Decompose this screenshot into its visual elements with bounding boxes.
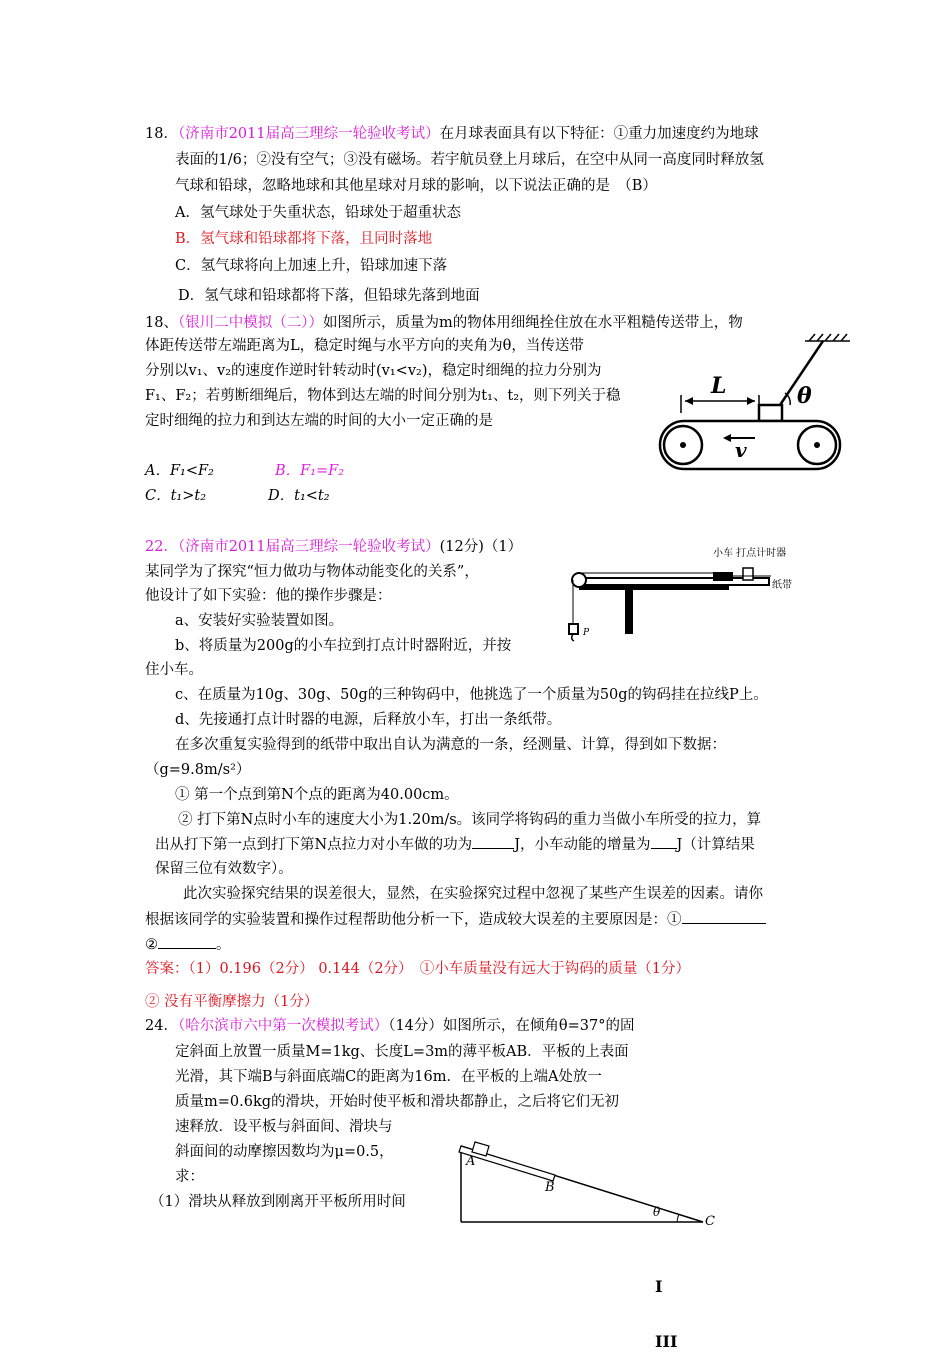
timer — [743, 568, 753, 580]
q22-error-3-label: ② — [145, 937, 158, 953]
q22-source: （济南市2011届高三理综一轮验收考试） — [177, 539, 440, 555]
q18b-line1 — [145, 313, 743, 333]
q24-text-6: 斜面间的动摩擦因数均为μ=0.5， — [175, 1144, 394, 1160]
q18a-option-c: C．氢气球将向上加速上升，铅球加速下落 — [175, 258, 448, 274]
q18b-text-2: 体距传送带左端距离为L，稳定时绳与水平方向的夹角为θ，当传送带 — [145, 338, 584, 354]
q22-text-2: 他设计了如下实验：他的操作步骤是： — [145, 588, 392, 604]
table-leg — [625, 590, 633, 634]
q18a-line1 — [145, 124, 759, 144]
page-mark-1: I — [655, 1277, 663, 1296]
q22-error-2 — [145, 909, 766, 930]
q22-step-b-1: b、将质量为200g的小车拉到打点计时器附近，并按 — [175, 638, 512, 654]
point-c-label: C — [705, 1214, 715, 1229]
q22-item-2a: ② 打下第N点时小车的速度大小为1.20m/s。该同学将钩码的重力当做小车所受的拉力，算 — [178, 812, 762, 828]
q22-error-1: 此次实验探究结果的误差很大，显然，在实验探究过程中忽视了某些产生误差的因素。请你 — [183, 886, 763, 902]
q18a-text-2: 表面的1/6；②没有空气；③没有磁场。若宇航员登上月球后，在空中从同一高度同时释放氢 — [175, 152, 764, 168]
q22-step-b-2: 住小车。 — [145, 662, 203, 678]
q18b-text-4: F₁、F₂；若剪断细绳后，物体到达左端的时间分别为t₁、t₂，则下列关于稳 — [145, 388, 621, 404]
q24-text-3: 光滑，其下端B与斜面底端C的距离为16m．在平板的上端A处放一 — [175, 1069, 602, 1085]
q18b-source: （银川二中模拟（二）） — [177, 315, 323, 331]
q18b-text-3: 分别以v₁、v₂的速度作逆时针转动时(v₁<v₂)，稳定时细绳的拉力分别为 — [145, 363, 602, 379]
block — [759, 405, 782, 421]
q22-item-2b-part1: 出从打下第一点到打下第N点拉力对小车做的功为 — [155, 837, 473, 853]
point-a-label: A — [466, 1154, 476, 1169]
ceiling-hatch — [805, 334, 850, 341]
apparatus-label-cart-timer: 小车 打点计时器 — [713, 548, 787, 559]
q22-error-2-text: 根据该同学的实验装置和操作过程帮助他分析一下，造成较大误差的主要原因是：① — [145, 912, 682, 928]
distance-label: L — [711, 373, 727, 399]
q18b-number: 18、 — [145, 315, 178, 331]
q24-text-1: （14分）如图所示，在倾角θ=37°的固 — [388, 1018, 635, 1034]
q18a-option-d: D．氢气球和铅球都将下落，但铅球先落到地面 — [178, 288, 480, 304]
weight-label: P — [583, 628, 590, 638]
q18b-option-a: A．F₁<F₂ — [145, 463, 214, 479]
q24-text-8: （1）滑块从释放到刚离开平板所用时间 — [150, 1194, 406, 1210]
q22-score: (12分)（1） — [439, 539, 523, 555]
q18b-text-5: 定时细绳的拉力和到达左端的时间的大小一定正确的是 — [145, 413, 493, 429]
conveyor-belt-figure — [655, 333, 855, 473]
q24-line0 — [145, 1016, 634, 1036]
q24-text-5: 速释放．设平板与斜面间、滑块与 — [175, 1119, 393, 1135]
velocity-label: v — [735, 438, 747, 462]
q24-number: 24． — [145, 1018, 178, 1034]
q22-error-3 — [145, 934, 231, 955]
q22-item-2c: 保留三位有效数字）。 — [155, 861, 293, 877]
q22-step-d: d、先接通打点计时器的电源，后释放小车，打出一条纸带。 — [175, 712, 562, 728]
theta-label: θ — [797, 383, 812, 409]
q18a-source: （济南市2011届高三理综一轮验收考试） — [177, 126, 440, 142]
q24-text-7: 求： — [175, 1169, 204, 1185]
q24-source: （哈尔滨市六中第一次模拟考试） — [177, 1018, 389, 1034]
q18b-option-c: C．t₁>t₂ — [145, 488, 207, 504]
track — [579, 578, 769, 585]
q18a-text-1: 在月球表面具有以下特征：①重力加速度约为地球 — [439, 126, 759, 142]
q18a-number: 18． — [145, 126, 178, 142]
q22-step-a: a、安装好实验装置如图。 — [175, 613, 344, 629]
q18b-option-b: B．F₁=F₂ — [275, 463, 345, 479]
q18a-option-a: A．氢气球处于失重状态，铅球处于超重状态 — [175, 205, 461, 221]
error-cause-1-blank[interactable] — [682, 909, 766, 924]
pulley — [572, 573, 586, 587]
q22-item-2b — [155, 834, 755, 855]
q22-data-1: 在多次重复实验得到的纸带中取出自认为满意的一条，经测量、计算，得到如下数据： — [175, 737, 726, 753]
q22-line0 — [145, 537, 522, 557]
work-answer-blank[interactable] — [472, 834, 514, 849]
q22-item-2b-part3: J（计算结果 — [676, 837, 755, 853]
q22-answer-1: 答案：（1）0.196（2分） 0.144（2分） ①小车质量没有远大于钩码的质量（1分） — [145, 961, 691, 977]
point-b-label: B — [545, 1180, 555, 1195]
q22-error-3-end: 。 — [216, 937, 231, 953]
cart — [713, 572, 733, 581]
hook-weight — [569, 624, 578, 634]
q22-answer-2: ② 没有平衡摩擦力（1分） — [145, 994, 319, 1010]
q22-data-2: （g=9.8m/s²） — [145, 762, 251, 778]
experiment-apparatus-figure — [565, 540, 810, 655]
angle-label: θ — [653, 1205, 661, 1219]
q24-text-2: 定斜面上放置一质量M=1kg、长度L=3m的薄平板AB．平板的上表面 — [175, 1044, 629, 1060]
apparatus-label-tape: 纸带 — [772, 580, 792, 591]
kinetic-energy-answer-blank[interactable] — [651, 834, 677, 849]
q22-item-1: ① 第一个点到第N个点的距离为40.00cm。 — [175, 787, 459, 803]
q18b-text-1: 如图所示，质量为m的物体用细绳拴住放在水平粗糙传送带上，物 — [322, 315, 743, 331]
q18b-option-d: D．t₁<t₂ — [268, 488, 330, 504]
q18a-text-3: 气球和铅球，忽略地球和其他星球对月球的影响，以下说法正确的是 （B） — [175, 178, 657, 194]
q22-number: 22． — [145, 539, 178, 555]
q18a-option-b: B．氢气球和铅球都将下落，且同时落地 — [175, 231, 433, 247]
q22-text-1: 某同学为了探究“恒力做功与物体动能变化的关系”， — [145, 564, 479, 580]
page-mark-2: III — [655, 1332, 678, 1351]
q24-text-4: 质量m=0.6kg的滑块，开始时使平板和滑块都静止，之后将它们无初 — [175, 1094, 620, 1110]
error-cause-2-blank[interactable] — [158, 934, 216, 949]
q22-step-c: c、在质量为10g、30g、50g的三种钩码中，他挑选了一个质量为50g的钩码挂在拉线P上。 — [175, 687, 768, 703]
q22-item-2b-part2: J，小车动能的增量为 — [514, 837, 651, 853]
incline-figure — [455, 1130, 730, 1230]
